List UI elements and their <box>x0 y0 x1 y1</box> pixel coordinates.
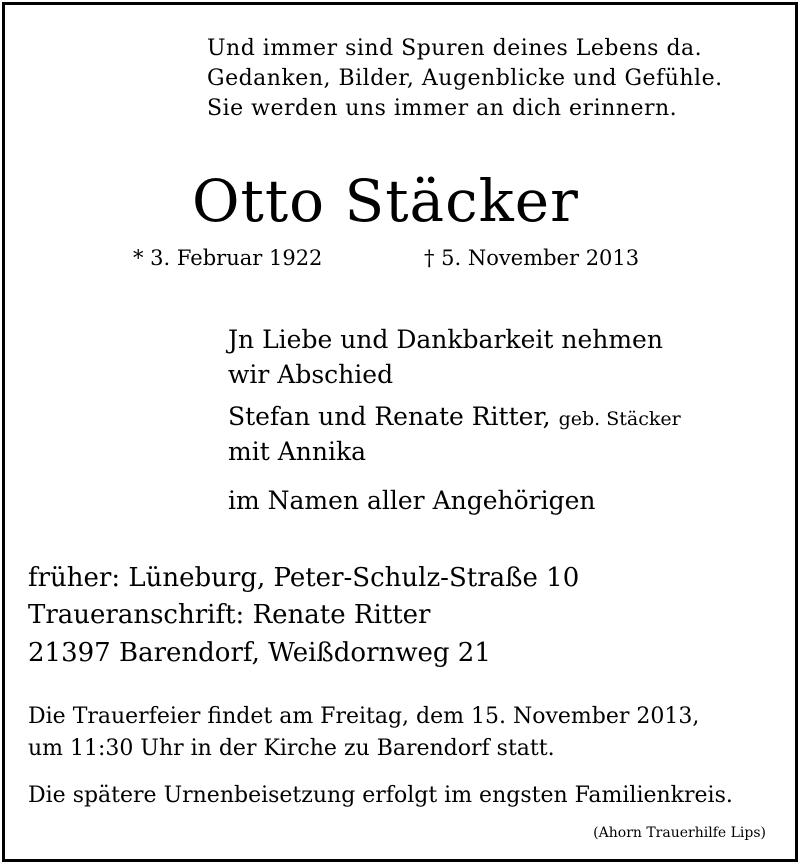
motto-line-2: Gedanken, Bilder, Augenblicke und Gefühle. <box>207 66 723 91</box>
death-date: † 5. November 2013 <box>424 246 640 270</box>
obituary-frame <box>2 2 798 862</box>
mourners-maiden-name: geb. Stäcker <box>558 408 681 430</box>
birth-date: * 3. Februar 1922 <box>133 246 323 270</box>
mourners-line-2: wir Abschied <box>228 360 394 389</box>
address-former: früher: Lüneburg, Peter-Schulz-Straße 10 <box>28 563 580 593</box>
ceremony-line-1: Die Trauerfeier findet am Freitag, dem 15. November 2013, <box>28 704 700 729</box>
mourners-line-1: Jn Liebe und Dankbarkeit nehmen <box>228 325 663 354</box>
ceremony-line-3: Die spätere Urnenbeisetzung erfolgt im engsten Familienkreis. <box>28 783 733 808</box>
mourners-names: Stefan und Renate Ritter, <box>228 402 551 431</box>
ceremony-line-2: um 11:30 Uhr in der Kirche zu Barendorf statt. <box>28 736 555 761</box>
undertaker-credit: (Ahorn Trauerhilfe Lips) <box>593 825 766 841</box>
motto-line-3: Sie werden uns immer an dich erinnern. <box>207 96 678 121</box>
address-mourning: Traueranschrift: Renate Ritter <box>28 600 431 630</box>
deceased-name: Otto Stäcker <box>192 167 579 235</box>
motto-line-1: Und immer sind Spuren deines Lebens da. <box>207 36 703 61</box>
mourners-line-5: im Namen aller Angehörigen <box>228 486 596 515</box>
address-street: 21397 Barendorf, Weißdornweg 21 <box>28 638 491 668</box>
mourners-line-4: mit Annika <box>228 437 367 466</box>
mourners-line-3 <box>228 404 681 429</box>
